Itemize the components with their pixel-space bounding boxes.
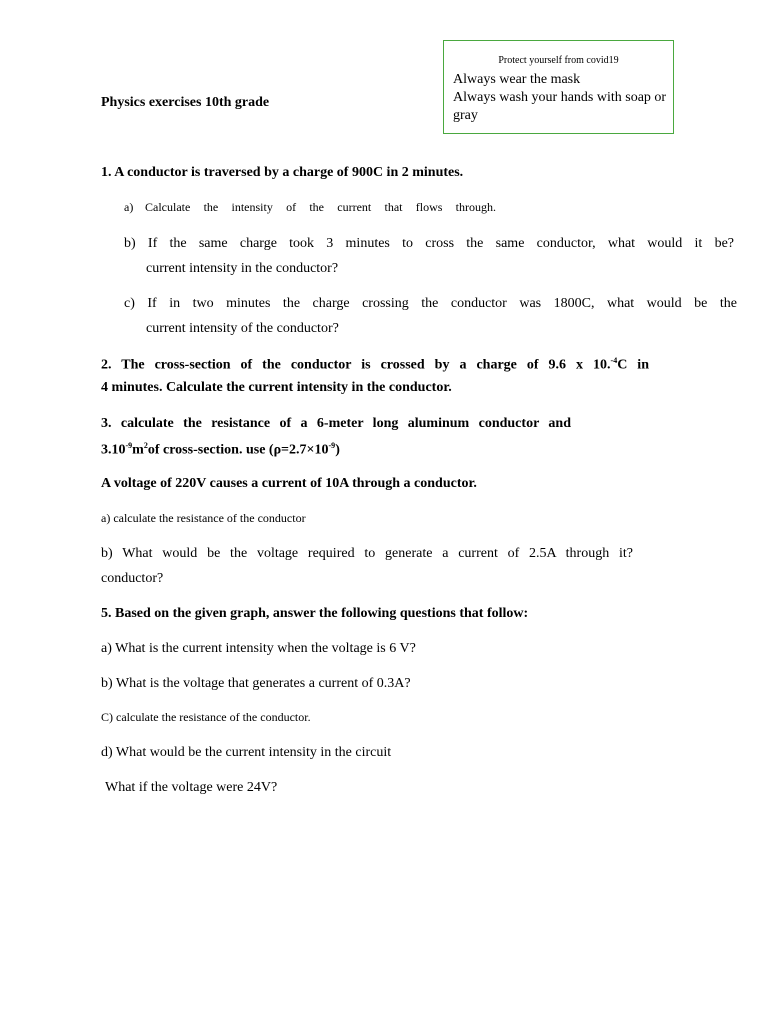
question-4: A voltage of 220V causes a current of 10A through a conductor. [101, 476, 477, 491]
question-1: 1. A conductor is traversed by a charge of 900C in 2 minutes. [101, 165, 464, 180]
question-4a: a) calculate the resistance of the conductor [101, 511, 306, 525]
question-5: 5. Based on the given graph, answer the following questions that follow: [101, 606, 529, 621]
covid-notice-line: Always wear the mask [453, 72, 581, 87]
covid-notice-title: Protect yourself from covid19 [498, 55, 619, 66]
covid-notice-box [443, 40, 674, 134]
question-4b-cont: conductor? [101, 571, 164, 586]
covid-notice-line: gray [453, 108, 478, 123]
question-5d: d) What would be the current intensity in the circuit [101, 745, 392, 760]
question-1b: b) If the same charge took 3 minutes to cross the same conductor, what would it be? [124, 236, 734, 251]
question-4b: b) What would be the voltage required to generate a current of 2.5A through it? [101, 546, 633, 561]
question-1b-cont: current intensity in the conductor? [146, 261, 339, 276]
question-1a: Calculate the intensity of the current that flows through. [145, 200, 496, 214]
question-5c: C) calculate the resistance of the conductor. [101, 710, 311, 724]
question-1c-cont: current intensity of the conductor? [146, 321, 339, 336]
question-3-cont: $3.10^{-9}m^2of$ cross-section. use $(\rho=2.7\times 10^{-9})$ [101, 441, 340, 458]
question-5d-cont: What if the voltage were 24V? [105, 780, 278, 795]
question-1a-label: a) [124, 200, 134, 214]
page-title: Physics exercises 10th grade [101, 95, 270, 110]
question-3: 3. calculate the resistance of a 6-meter long aluminum conductor and [101, 416, 571, 431]
question-5a: a) What is the current intensity when the voltage is 6 V? [101, 641, 416, 656]
question-2: 2. The cross-section of the conductor is crossed by a charge of 9.6 x 10.$^{-4}$C in [101, 356, 649, 373]
question-1c: c) If in two minutes the charge crossing the conductor was 1800C, what would be the [124, 296, 737, 311]
covid-notice-line: Always wash your hands with soap or [453, 90, 667, 105]
question-2-cont: 4 minutes. Calculate the current intensity in the conductor. [101, 380, 452, 395]
question-5b: b) What is the voltage that generates a current of 0.3A? [101, 676, 411, 691]
